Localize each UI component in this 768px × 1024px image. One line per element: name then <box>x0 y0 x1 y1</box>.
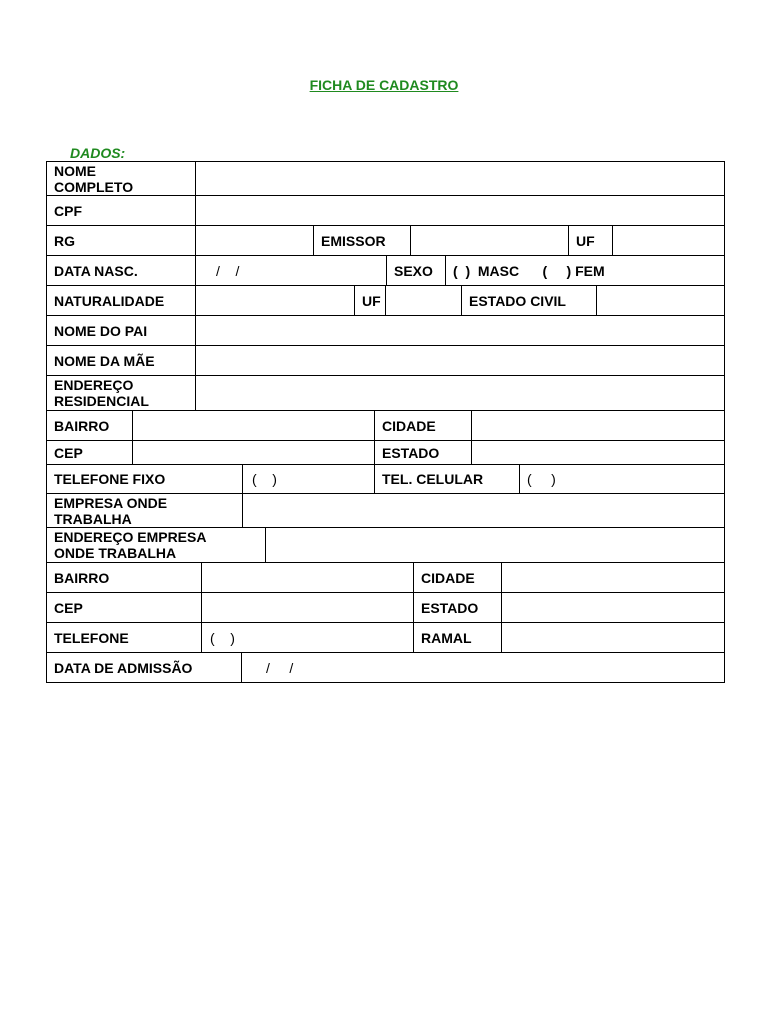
cell-text: NOME DA MÃE <box>54 352 155 369</box>
form-field[interactable] <box>242 465 374 493</box>
form-field[interactable] <box>195 286 354 315</box>
form-row <box>46 161 725 196</box>
form-field[interactable] <box>195 226 313 255</box>
field-label <box>47 528 265 562</box>
cell-text: BAIRRO <box>54 569 110 586</box>
form-field[interactable] <box>410 226 568 255</box>
cell-text: / / <box>266 659 294 676</box>
field-label <box>374 411 471 440</box>
form-row <box>46 286 725 316</box>
form-field[interactable] <box>201 623 413 652</box>
field-label <box>47 286 195 315</box>
cell-text: CIDADE <box>382 417 436 434</box>
cell-text: / / <box>216 262 240 279</box>
form-field[interactable] <box>195 256 386 285</box>
field-label <box>47 465 242 493</box>
registration-form <box>46 161 725 683</box>
field-label <box>374 441 471 464</box>
field-label <box>374 465 519 493</box>
cell-text: ( ) MASC ( ) FEM <box>453 262 605 279</box>
form-field[interactable] <box>195 376 724 410</box>
form-row <box>46 528 725 563</box>
form-field[interactable] <box>501 623 724 652</box>
field-label <box>413 593 501 622</box>
field-label <box>47 256 195 285</box>
cell-text: NOME DO PAI <box>54 322 148 339</box>
cell-text: ESTADO <box>421 599 479 616</box>
cell-text: EMISSOR <box>321 232 386 249</box>
field-label <box>47 411 132 440</box>
field-label <box>568 226 612 255</box>
cell-text: BAIRRO <box>54 417 110 434</box>
cell-text: ESTADO <box>382 444 440 461</box>
field-label <box>47 563 201 592</box>
form-row <box>46 623 725 653</box>
form-field[interactable] <box>385 286 461 315</box>
form-row <box>46 563 725 593</box>
cell-text: ENDEREÇO EMPRESA ONDE TRABALHA <box>54 529 207 561</box>
field-label <box>47 441 132 464</box>
cell-text: ENDEREÇO RESIDENCIAL <box>54 377 149 409</box>
cell-text: CEP <box>54 444 83 461</box>
form-field[interactable] <box>195 196 724 225</box>
cell-text: ESTADO CIVIL <box>469 292 566 309</box>
form-row <box>46 593 725 623</box>
cell-text: DATA NASC. <box>54 262 138 279</box>
cell-text: TELEFONE FIXO <box>54 471 166 487</box>
cell-text: CIDADE <box>421 569 475 586</box>
form-field[interactable] <box>201 593 413 622</box>
field-label <box>47 196 195 225</box>
form-row <box>46 196 725 226</box>
field-label <box>47 376 195 410</box>
form-field[interactable] <box>596 286 724 315</box>
form-row <box>46 316 725 346</box>
cell-text: RG <box>54 232 75 249</box>
form-row <box>46 494 725 528</box>
section-heading: DADOS: <box>70 145 126 161</box>
field-label <box>461 286 596 315</box>
form-field[interactable] <box>241 653 724 682</box>
form-row <box>46 441 725 465</box>
form-field[interactable] <box>132 411 374 440</box>
form-row <box>46 376 725 411</box>
form-field[interactable] <box>195 162 724 195</box>
form-field[interactable] <box>471 411 724 440</box>
form-field[interactable] <box>519 465 724 493</box>
form-field[interactable] <box>501 593 724 622</box>
cell-text: UF <box>576 232 595 249</box>
cell-text: ( ) <box>210 629 235 646</box>
cell-text: DATA DE ADMISSÃO <box>54 659 193 676</box>
form-row <box>46 256 725 286</box>
form-field[interactable] <box>195 316 724 345</box>
form-row <box>46 653 725 683</box>
field-label <box>47 593 201 622</box>
field-label <box>354 286 385 315</box>
form-field[interactable] <box>201 563 413 592</box>
cell-text: ( ) <box>252 471 277 487</box>
field-label <box>413 623 501 652</box>
form-row <box>46 346 725 376</box>
form-field[interactable] <box>132 441 374 464</box>
field-label <box>386 256 445 285</box>
field-label <box>47 226 195 255</box>
cell-text: RAMAL <box>421 629 472 646</box>
cell-text: TELEFONE <box>54 629 129 646</box>
cell-text: SEXO <box>394 262 433 279</box>
cell-text: NOME COMPLETO <box>54 162 134 195</box>
form-row <box>46 226 725 256</box>
field-label <box>413 563 501 592</box>
form-field[interactable] <box>501 563 724 592</box>
field-label <box>47 494 242 527</box>
form-field[interactable] <box>471 441 724 464</box>
field-label <box>47 623 201 652</box>
field-label <box>445 256 724 285</box>
cell-text: EMPRESA ONDE TRABALHA <box>54 494 168 527</box>
form-row <box>46 465 725 494</box>
cell-text: CEP <box>54 599 83 616</box>
form-field[interactable] <box>612 226 724 255</box>
field-label <box>47 346 195 375</box>
form-field[interactable] <box>242 494 724 527</box>
cell-text: UF <box>362 292 381 309</box>
form-field[interactable] <box>265 528 724 562</box>
form-title: FICHA DE CADASTRO <box>309 77 459 93</box>
form-row <box>46 411 725 441</box>
cell-text: NATURALIDADE <box>54 292 165 309</box>
cell-text: TEL. CELULAR <box>382 471 484 487</box>
form-field[interactable] <box>195 346 724 375</box>
field-label <box>313 226 410 255</box>
field-label <box>47 653 241 682</box>
field-label <box>47 162 195 195</box>
cell-text: ( ) <box>527 471 556 487</box>
cell-text: CPF <box>54 202 82 219</box>
field-label <box>47 316 195 345</box>
